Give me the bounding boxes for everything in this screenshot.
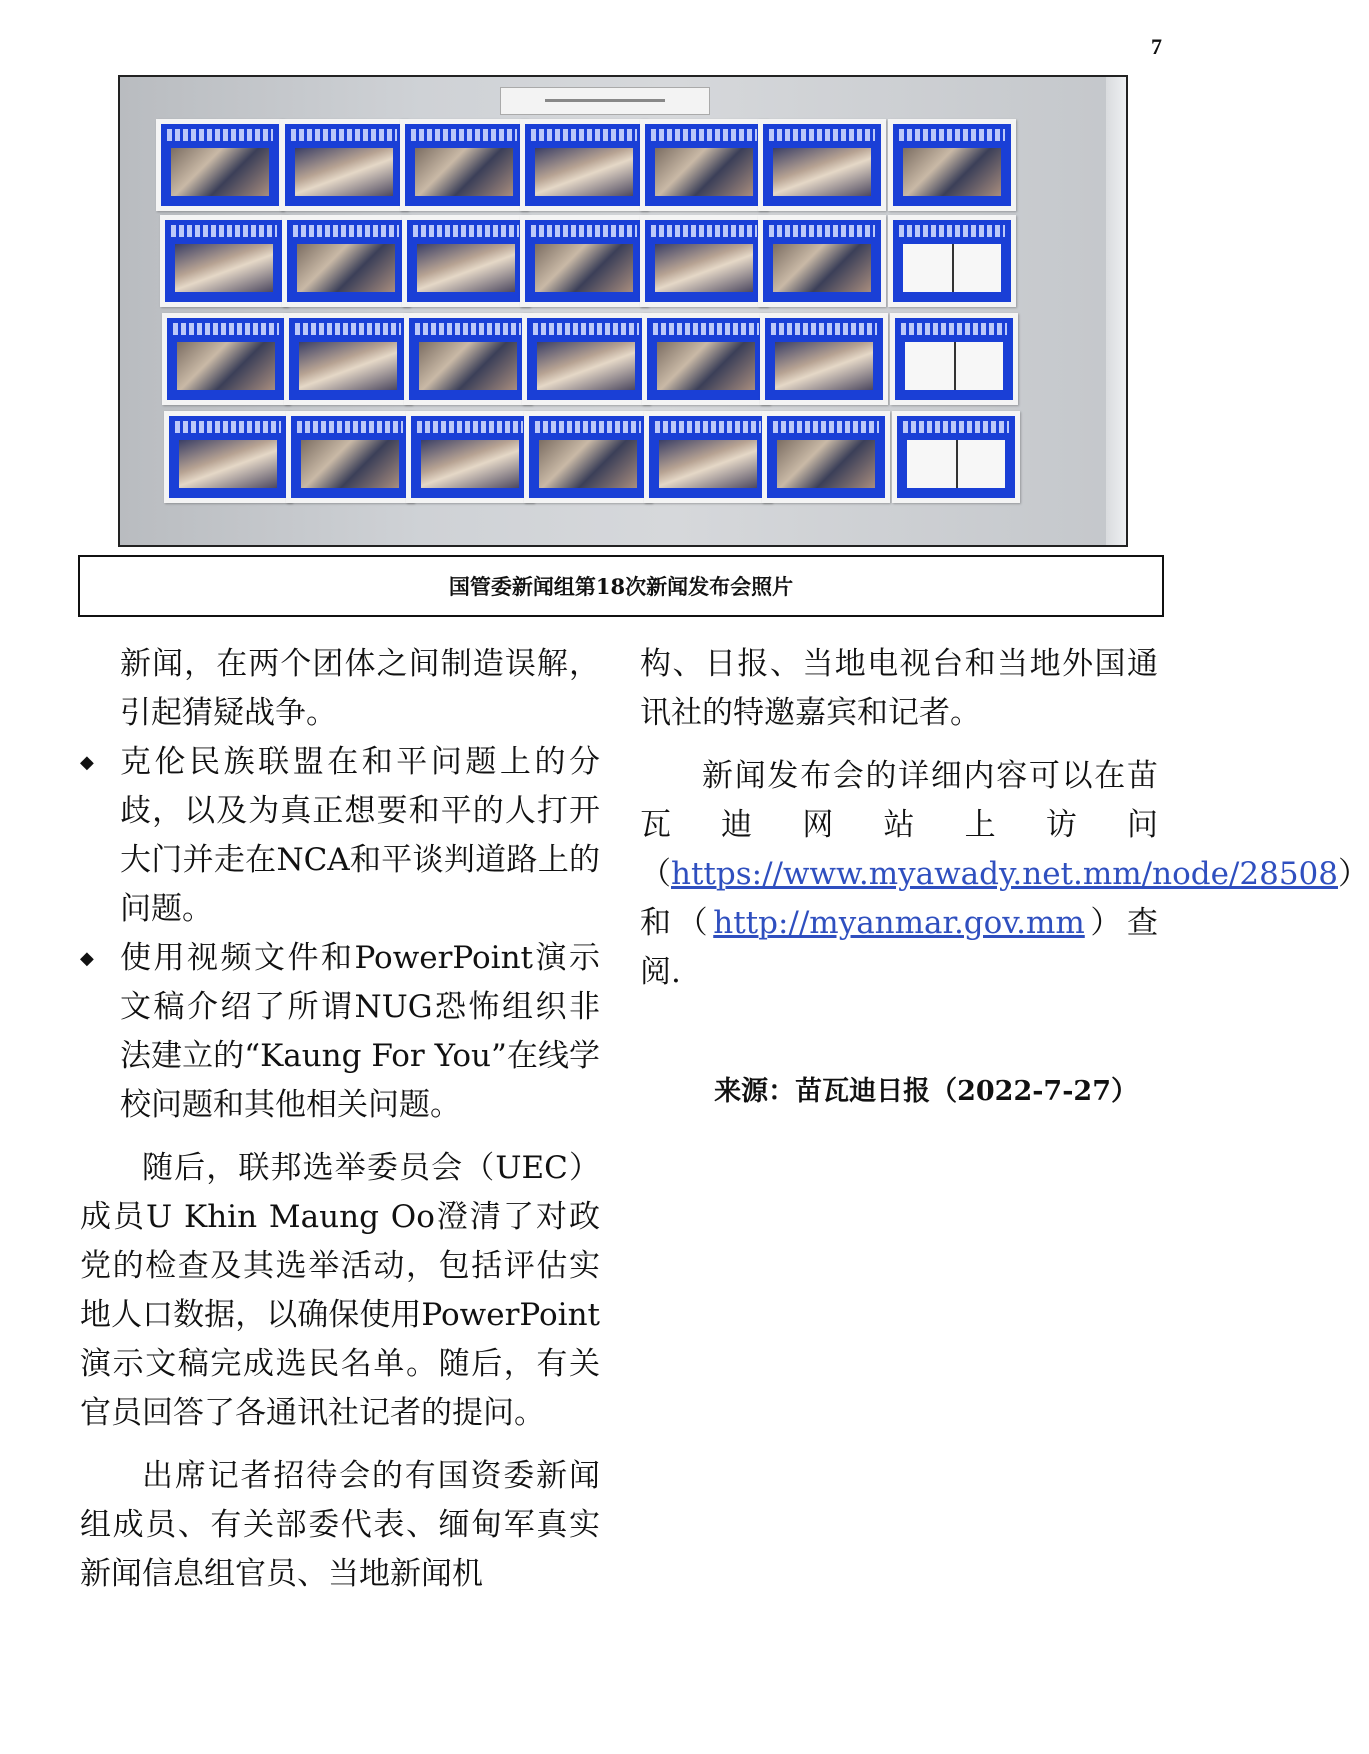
photo-panel (640, 119, 768, 211)
photo-panel (160, 215, 288, 307)
right-column (640, 640, 1369, 1116)
page-number: 7 (1151, 34, 1162, 59)
details-prefix: 新闻发布会的详细内容可以在苗瓦迪网站上访问（ (640, 758, 1158, 892)
bullet-item (80, 934, 600, 1130)
bullet-icon: ◆ (80, 752, 94, 773)
bullet-icon: ◆ (80, 948, 94, 969)
photo-panel (400, 119, 528, 211)
photo-panel-document (888, 215, 1016, 307)
paragraph-attendees: 出席记者招待会的有国资委新闻组成员、有关部委代表、缅甸军真实新闻信息组官员、当地新闻机 (80, 1458, 600, 1592)
photo-panel (760, 313, 888, 405)
continued-paragraph: 新闻，在两个团体之间制造误解，引起猜疑战争。 (120, 646, 600, 731)
continued-paragraph: 构、日报、当地电视台和当地外国通讯社的特邀嘉宾和记者。 (640, 646, 1158, 731)
photo-right-edge (1106, 77, 1126, 545)
myawady-link[interactable]: https://www.myawady.net.mm/node/28508 (671, 856, 1338, 892)
photo-top-label (500, 87, 710, 115)
photo-panel (406, 411, 534, 503)
photo-panel (282, 215, 410, 307)
photo-panel (640, 215, 768, 307)
left-column (80, 640, 600, 1599)
photo-caption: 国管委新闻组第18次新闻发布会照片 (78, 555, 1164, 617)
photo-panel (280, 119, 408, 211)
photo-panel (284, 313, 412, 405)
photo-panel (164, 411, 292, 503)
bullet-text: 克伦民族联盟在和平问题上的分歧，以及为真正想要和平的人打开大门并走在NCA和平谈判道路上的问题。 (120, 744, 600, 927)
photo-panel (758, 215, 886, 307)
details-mid: ）和（ (640, 856, 1369, 941)
details-suffix: ）查阅. (640, 905, 1159, 990)
photo-panel (162, 313, 290, 405)
photo-panel (520, 215, 648, 307)
photo-panel (642, 313, 770, 405)
press-conference-photo (118, 75, 1128, 547)
paragraph-uec: 随后，联邦选举委员会（UEC）成员U Khin Maung Oo澄清了对政党的检查及其选举活动，包括评估实地人口数据，以确保使用PowerPoint演示文稿完成选民名单。随后，有关官员回答了各通讯社记者的提问。 (80, 1150, 600, 1431)
photo-panel (762, 411, 890, 503)
photo-panel-document (890, 313, 1018, 405)
photo-panel (520, 119, 648, 211)
source-line: 来源：苗瓦迪日报（2022-7-27） (714, 1076, 1138, 1107)
myanmar-gov-link[interactable]: http://myanmar.gov.mm (713, 905, 1085, 941)
photo-panel (402, 215, 530, 307)
photo-panel (156, 119, 284, 211)
photo-panel (404, 313, 532, 405)
photo-panel (644, 411, 772, 503)
bullet-text: 使用视频文件和PowerPoint演示文稿介绍了所谓NUG恐怖组织非法建立的“Kaung For You”在线学校问题和其他相关问题。 (120, 940, 600, 1123)
photo-panel-document (892, 411, 1020, 503)
photo-panel (522, 313, 650, 405)
photo-panel (758, 119, 886, 211)
bullet-item (80, 738, 600, 934)
photo-panel (524, 411, 652, 503)
photo-panel (286, 411, 414, 503)
photo-panel (888, 119, 1016, 211)
paragraph-details (640, 752, 1369, 997)
